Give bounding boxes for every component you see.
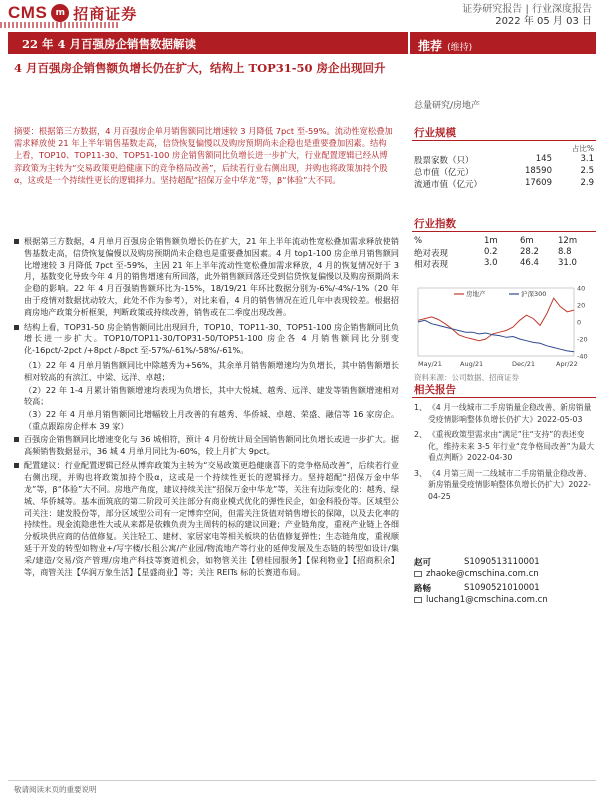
x-tick-label: Apr/22 — [556, 360, 578, 368]
x-tick-label: Dec/21 — [512, 360, 536, 368]
logo-cms-text: CMS — [8, 3, 48, 22]
index-header-row — [414, 236, 594, 247]
body-paragraph-4: 配置建议：行业配置逻辑已经从博弈政策为主转为“交易政策更趋健康喜下的竞争格局改善”，后续若行业右侧出现，并购也将政策加持个股α，这或是一个持续性更长的逻辑择力。坚持超配“招保万金中华龙”等，β“体验”大不同。房地产角度，建议持续关注“招保万金中华龙”等，关注有边际变化的：越秀、绿城、华侨城等。基本面筑底的第二阶段可关注部分有商业模式优化的弹性民企，如金科股份等。区域型公司关注：建发股份等，部分区域型公司有一定博弈空间，但需关注货值对销售增长的保障，以及去化率的持续性。现金流隐患性大或从来都是依赖负责为主周转的标的建议回避；产业链角度，重视产业链上各细分板块供应商的估值修复。关注轻工、建材、家居家电等相关板块的估值修复弹性；生态链角度，重视顺延于开发的转型如物业+/写字楼/长租公寓/产业园/物流地产等行业的延伸发展及生态链的转型如设计/集采/建造/交易/资产管理/房地产科技等赛道机会，如物管关注【碧桂园服务】【保利物业】【招商积余】等，商管关注【华润万象生活】【星盛商业】等；关注 REITs 标的长赛道布局。 — [14, 460, 399, 578]
report-subtitle: 4 月百强房企销售额负增长仍在扩大，结构上 TOP31-50 房企出现回升 — [14, 61, 386, 75]
analyst-email-row — [414, 594, 596, 606]
scale-cell: 145 — [535, 154, 552, 164]
analyst-area — [414, 556, 596, 606]
report-number: 1、 — [414, 403, 427, 412]
report-number: 3、 — [414, 468, 427, 478]
chart-source: 资料来源：公司数据、招商证券 — [414, 373, 519, 382]
report-link[interactable] — [414, 402, 596, 425]
scale-table — [414, 143, 594, 190]
reports-divider — [412, 397, 596, 398]
reports-section-title: 相关报告 — [414, 384, 456, 396]
footer-note: 敬请阅读末页的重要说明 — [14, 785, 97, 794]
body-paragraph-2: 结构上看，TOP31-50 房企销售额同比出现回升，TOP10、TOP11-30、TOP51-100 房企销售额同比负增长进一步扩大。TOP10/TOP11-30/TOP31-50/TOP51-100 房企各 4 月销售额同比分别变化-16pct/-2pct /+8pct /-8pct 至-57%/-61%/-58%/-61%。 — [14, 322, 399, 357]
index-section-title: 行业指数 — [414, 218, 456, 230]
company-logo — [8, 2, 137, 24]
index-cell: % — [414, 236, 423, 246]
index-divider — [412, 231, 596, 232]
index-row — [414, 258, 594, 269]
recommendation-sub: (维持) — [447, 43, 473, 53]
scale-cell: 总市值（亿元） — [414, 168, 474, 178]
report-date: 2022 年 05 月 03 日 — [495, 16, 592, 27]
index-cell: 相对表现 — [414, 260, 449, 270]
mail-icon — [414, 571, 422, 577]
scale-cell: 2.9 — [580, 178, 594, 188]
scale-row — [414, 166, 594, 178]
analyst-name: 赵可 — [414, 558, 432, 568]
body-paragraph-1: 根据第三方数据，4 月单月百强房企销售额负增长仍在扩大，21 年上半年流动性宽松叠加需求释放使销售基数走高，信贷恢复偏慢以及购房预期尚未企稳也是重要叠加因素。4 月 top1-100 房企单月销售额同比增速较 3 月降低 7pct 至-59%，主因 21 年上半年流动性宽松叠加需求释放，4 月的恢复情况好于 3 月，基数变化导致今年 4 月的销售增速有所回落，此外销售额回落还受到信贷恢复偏慢以及购房预期尚未企稳的影响。22 年 4 月百强销售额环比为-15%，18/19/21 年环比数据分别为-6%/-4%/-1%（20 年由于疫情对数据扰动较大，此处不作为参考），对比来看，4 月的销售情况在近几年中表现较差。根据招商房地产政策分析框架，判断政策或持续改善，销售或在二季度出现改善。 — [14, 236, 399, 319]
report-type: 证券研究报告 | 行业深度报告 — [462, 4, 592, 15]
y-tick-label: 40 — [577, 284, 586, 293]
analyst-email[interactable]: zhaoke@cmschina.com.cn — [426, 569, 539, 579]
series-line-1 — [418, 298, 574, 341]
index-cell: 6m — [520, 236, 534, 246]
related-reports — [414, 402, 596, 506]
report-title-text: 《4 月第三周一二线城市二手房销量企稳改善、新房销量受疫情影响整体负增长仍扩大》2022-04-25 — [428, 468, 592, 501]
body-sub-2: （2）22 年 1-4 月累计销售额增速均表现为负增长，其中大悦城、越秀、远洋、建发等销售额增速相对较高； — [24, 384, 399, 407]
logo-hatch-divider — [0, 22, 120, 28]
x-tick-label: Aug/21 — [460, 360, 484, 368]
footer-divider — [8, 780, 596, 781]
report-body — [14, 236, 399, 581]
performance-chart — [414, 284, 596, 369]
index-cell: 8.8 — [558, 247, 572, 257]
scale-row — [414, 178, 594, 190]
index-cell: 46.4 — [520, 258, 539, 268]
report-header — [0, 0, 600, 34]
report-title-text: 《4 月一线城市二手房销量企稳改善、新房销量受疫情影响整体负增长仍扩大》2022-05-03 — [428, 403, 592, 424]
scale-row — [414, 154, 594, 166]
index-cell: 绝对表现 — [414, 249, 449, 259]
index-cell: 12m — [558, 236, 578, 246]
report-link[interactable] — [414, 429, 596, 464]
index-table — [414, 236, 594, 269]
scale-cell: 2.5 — [580, 166, 594, 176]
body-paragraph-3: 百强房企销售额同比增速变化与 36 城相符，预计 4 月份统计局全国销售额同比负增长或进一步扩大。据高频销售数据显示，36 城 4 月单月同比为-60%，较上月扩大 9pct。 — [14, 434, 399, 458]
scale-divider — [412, 140, 596, 141]
recommendation-badge — [410, 32, 596, 54]
legend-label: 房地产 — [466, 290, 486, 298]
y-tick-label: 20 — [577, 301, 586, 310]
legend-label: 沪深300 — [521, 290, 547, 298]
index-cell: 31.0 — [558, 258, 577, 268]
scale-cell: 3.1 — [580, 154, 594, 164]
scale-section-title: 行业规模 — [414, 127, 456, 139]
body-sub-3: （3）22 年 4 月单月销售额同比增幅较上月改善的有越秀、华侨城、卓越、荣盛、融信等 16 家房企。（重点跟踪房企样本 39 家） — [24, 409, 399, 431]
industry-tag: 总量研究/房地产 — [414, 101, 481, 111]
logo-mark-icon: m — [51, 4, 69, 22]
index-cell: 0.2 — [484, 247, 498, 257]
analyst-id: S1090513110001 — [464, 557, 540, 567]
index-cell: 28.2 — [520, 247, 539, 257]
mail-icon — [414, 597, 422, 603]
series-line-2 — [418, 320, 574, 352]
analyst-row — [414, 556, 596, 568]
x-tick-label: May/21 — [418, 360, 442, 368]
analyst-name: 路畅 — [414, 584, 432, 594]
logo-cn-text: 招商证券 — [73, 4, 138, 23]
scale-cell: 流通市值（亿元） — [414, 180, 483, 190]
report-link[interactable] — [414, 468, 596, 503]
scale-cell: 18590 — [524, 166, 552, 176]
analyst-email[interactable]: luchang1@cmschina.com.cn — [426, 595, 548, 605]
y-tick-label: -40 — [577, 352, 588, 361]
scale-cell: 股票家数（只） — [414, 156, 474, 166]
report-number: 2、 — [414, 430, 427, 439]
index-cell: 3.0 — [484, 258, 498, 268]
scale-cell: 17609 — [524, 178, 552, 188]
report-title: 22 年 4 月百强房企销售数据解读 — [8, 32, 408, 54]
index-row — [414, 247, 594, 258]
analyst-email-row — [414, 568, 596, 580]
abstract-text: 摘要：根据第三方数据，4 月百强房企单月销售额同比增速较 3 月降低 7pct 至-59%。流动性宽松叠加需求释放使 21 年上半年销售基数走高，信贷恢复偏慢以及购房预期尚未企稳也是重要叠加因素。结构上看，TOP10、TOP11-30、TOP51-100 房企销售额同比负增长进一步扩大，行业配置逻辑已经从博弈政策为主转为“交易政策更趋健康下的竞争格局改善”，后续若行业右侧出现，并购也将政策加持个股α，这或是一个持续性更长的逻辑择力。坚持超配“招保万金中华龙”等，β“体验”大不同。 — [14, 126, 393, 185]
analyst-id: S1090521010001 — [464, 583, 540, 593]
y-tick-label: 0 — [577, 318, 582, 327]
index-cell: 1m — [484, 236, 498, 246]
scale-header: 占比% — [571, 144, 594, 153]
analyst-row — [414, 582, 596, 594]
report-title-text: 《重视政策型需求由“满足”往“支持”的表述变化，维持未来 3-5 年行业“竞争格局改善”为最大看点判断》2022-04-30 — [428, 430, 595, 462]
recommendation-label: 推荐 — [418, 39, 443, 53]
body-sub-1: （1）22 年 4 月单月销售额同比中除越秀为+56%，其余单月销售额增速均为负增长，其中销售额增长相对较高的有滨江、中梁、远洋、卓越； — [24, 359, 399, 382]
y-tick-label: -20 — [577, 335, 588, 344]
